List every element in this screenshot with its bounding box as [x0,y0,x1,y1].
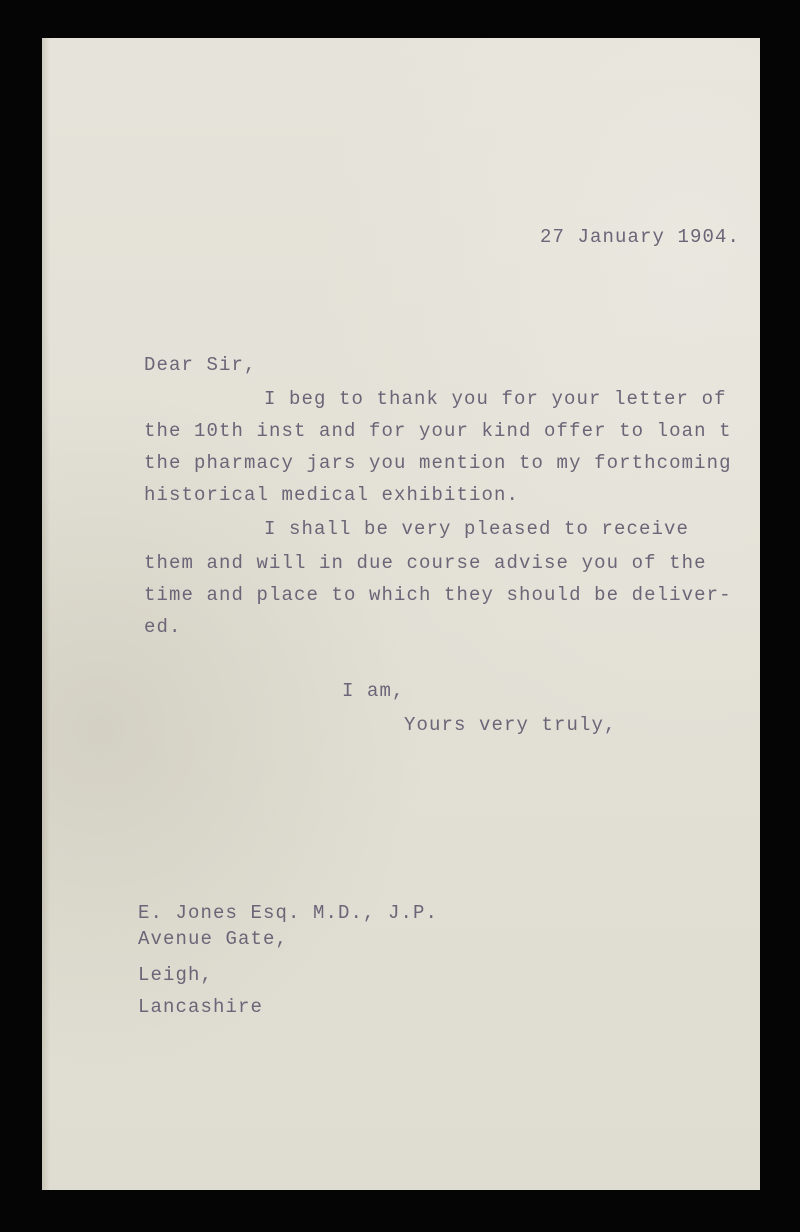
body-line-1: I beg to thank you for your letter of [264,388,727,410]
body-line-8: ed. [144,616,182,638]
address-line-1: E. Jones Esq. M.D., J.P. [138,902,439,924]
body-line-2: the 10th inst and for your kind offer to loan t [144,420,732,442]
body-line-3: the pharmacy jars you mention to my forthcoming [144,452,732,474]
closing-line-2: Yours very truly, [404,714,617,736]
letter-date: 27 January 1904. [540,226,741,248]
address-line-3: Leigh, [138,964,214,986]
body-line-7: time and place to which they should be deliver- [144,584,732,606]
closing-line-1: I am, [342,680,405,702]
address-line-2: Avenue Gate, [138,928,289,950]
body-line-4: historical medical exhibition. [144,484,520,506]
body-line-5: I shall be very pleased to receive [264,518,690,540]
body-line-6: them and will in due course advise you of the [144,552,707,574]
address-line-4: Lancashire [138,996,264,1018]
salutation: Dear Sir, [144,354,257,376]
letter-paper [42,38,760,1190]
